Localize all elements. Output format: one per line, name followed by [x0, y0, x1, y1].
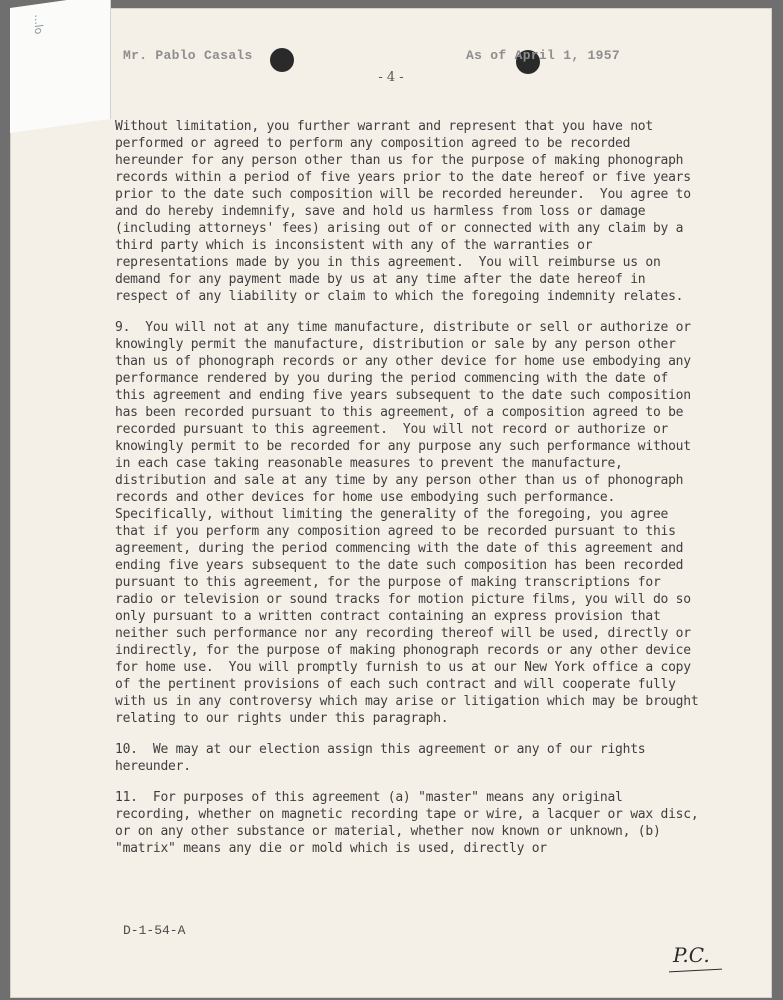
- flap-handwriting: ...lo: [32, 13, 45, 36]
- document-page: [10, 8, 772, 998]
- page-number: - 4 -: [378, 70, 404, 85]
- paragraph-11: 11. For purposes of this agreement (a) "master" means any original recording, whether on magnetic recording tape or wire, a lacquer or wax disc, or on any other substance or material, whether now known or unknown, (b) "matrix" means any die or mold which is used, directly or: [115, 790, 706, 856]
- document-body: [115, 118, 706, 871]
- paragraph-9: 9. You will not at any time manufacture, distribute or sell or authorize or knowingly permit the manufacture, distribution or sale by any person other than us of phonograph records or any other device for home use embodying any performance rendered by you during the period commencing with the date of this agreement and ending five years subsequent to the date such composition has been recorded pursuant to this agreement, of a composition agreed to be recorded pursuant to this agreement. You will not record or authorize or knowingly permit to be recorded for any purpose any such performance without in each case taking reasonable measures to prevent the manufacture, distribution and sale at any time by any person other than us of phonograph records and other devices for home use embodying such performance. Specifically, without limiting the generality of the foregoing, you agree that if you perform any composition agreed to be recorded pursuant to this agreement, during the period commencing with the date of this agreement and ending five years subsequent to the date such composition has been recorded pursuant to this agreement, for the purpose of making transcriptions for radio or television or sound tracks for motion picture films, you will do so only pursuant to a written contract containing an express provision that neither such performance nor any recording thereof will be used, directly or indirectly, for the purpose of making phonograph records or any other device for home use. You will promptly furnish to us at our New York office a copy of the pertinent provisions of each such contract and will cooperate fully with us in any controversy which may arise or litigation which may be brought relating to our rights under this paragraph.: [115, 320, 706, 726]
- header-date: As of April 1, 1957: [466, 48, 620, 63]
- paragraph-10: 10. We may at our election assign this agreement or any of our rights hereunder.: [115, 742, 653, 774]
- paragraph-continuation: Without limitation, you further warrant and represent that you have not performed or agreed to perform any composition agreed to be recorded hereunder for any person other than us for the purpose of making phonograph records within a period of five years prior to the date hereof or five years prior to the date such composition will be recorded hereunder. You agree to and do hereby indemnify, save and hold us harmless from loss or damage (including attorneys' fees) arising out of or connected with any claim by a third party which is inconsistent with any of the warranties or representations made by you in this agreement. You will reimburse us on demand for any payment made by us at any time after the date hereof in respect of any liability or claim to which the foregoing indemnity relates.: [115, 119, 699, 304]
- form-code: D-1-54-A: [123, 923, 186, 938]
- page-header: [123, 48, 672, 68]
- header-recipient: Mr. Pablo Casals: [123, 48, 253, 63]
- folded-corner-flap: [10, 0, 111, 133]
- handwritten-initials: P.C.: [673, 943, 710, 967]
